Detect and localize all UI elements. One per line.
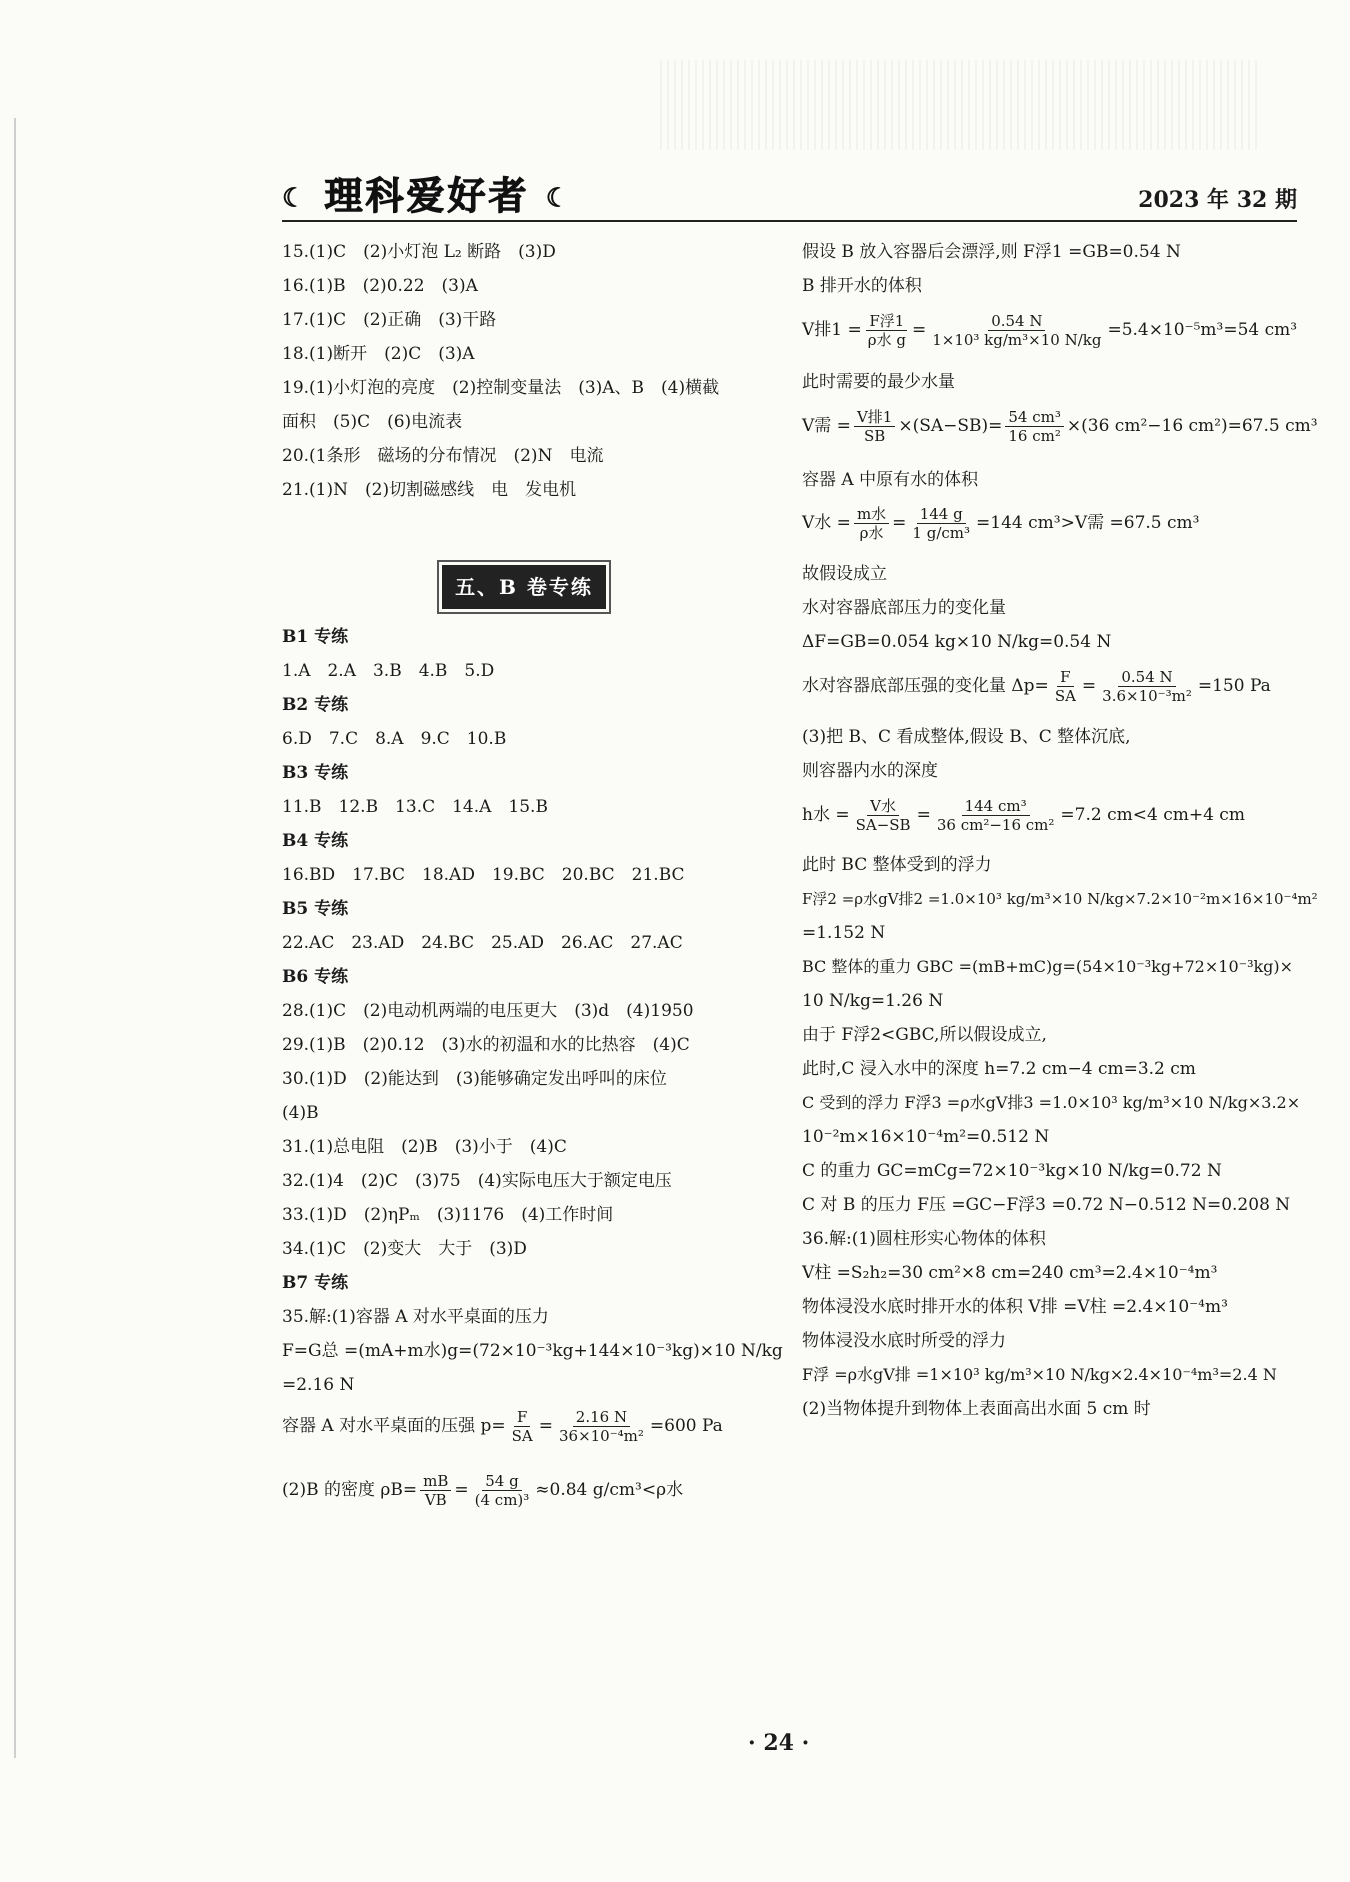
subsection-heading: B1 专练 [282, 627, 349, 647]
answer-line: 30.(1)D (2)能达到 (3)能够确定发出呼叫的床位 [282, 1069, 667, 1089]
fraction: $\frac{F}{SA}$ [511, 1408, 533, 1445]
crescent-icon: ☾ [545, 183, 573, 214]
subsection-heading: B6 专练 [282, 967, 349, 987]
formula-line: F浮 =ρ水gV排 =1×10³ kg/m³×10 N/kg×2.4×10⁻⁴m³=2.4 N [802, 1365, 1277, 1384]
section-title: 五、B 卷专练 [442, 565, 606, 609]
issue-number: 2023 年 32 期 [1138, 187, 1297, 213]
fraction: $\frac{F}{SA}$ [1054, 668, 1076, 705]
subsection-heading: B4 专练 [282, 831, 349, 851]
solution-line: 此时需要的最少水量 [802, 372, 955, 392]
formula-line: V排1 = $\frac{\text{F浮1}}{\text{ρ水 g}}$ = $\frac{0.54 N}{\text{1×10³ kg/m³×10 N/kg}}$ =5.4×10⁻⁵m³=54 cm³ [802, 312, 1298, 349]
answer-line: 20.(1条形 磁场的分布情况 (2)N 电流 [282, 446, 604, 466]
fraction: $\frac{54 g}{\text{(4 cm)³}}$ [474, 1472, 530, 1509]
answer-line: 28.(1)C (2)电动机两端的电压更大 (3)d (4)1950 [282, 1001, 694, 1021]
fraction: $\frac{2.16 N}{\text{36×10⁻⁴m²}}$ [558, 1408, 644, 1445]
subsection-heading: B3 专练 [282, 763, 349, 783]
formula-line: 10⁻²m×16×10⁻⁴m²=0.512 N [802, 1127, 1050, 1147]
solution-line: (2)当物体提升到物体上表面高出水面 5 cm 时 [802, 1399, 1151, 1419]
fraction: $\frac{0.54 N}{\text{3.6×10⁻³m²}}$ [1102, 668, 1192, 705]
subsection-heading: B2 专练 [282, 695, 349, 715]
answer-line: 31.(1)总电阻 (2)B (3)小于 (4)C [282, 1137, 567, 1157]
formula-line: 10 N/kg=1.26 N [802, 991, 944, 1011]
formula-line: =1.152 N [802, 923, 886, 943]
formula-line: 此时,C 浸入水中的深度 h=7.2 cm−4 cm=3.2 cm [802, 1059, 1196, 1079]
answer-line: 11.B 12.B 13.C 14.A 15.B [282, 797, 548, 817]
subsection-heading: B7 专练 [282, 1273, 349, 1293]
fraction: $\frac{0.54 N}{\text{1×10³ kg/m³×10 N/kg}}$ [932, 312, 1102, 349]
answer-line: 32.(1)4 (2)C (3)75 (4)实际电压大于额定电压 [282, 1171, 672, 1191]
formula-line: h水 = $\frac{\text{V水}}{SA-SB}$ = $\frac{\text{144 cm³}}{\text{36 cm²−16 cm²}}$ =7.2 cm<4 cm+4 cm [802, 797, 1245, 834]
fraction: $\frac{\text{m水}}{\text{ρ水}}$ [854, 505, 889, 542]
scan-artifact [660, 60, 1260, 150]
answer-line: 22.AC 23.AD 24.BC 25.AD 26.AC 27.AC [282, 933, 683, 953]
answer-line: 6.D 7.C 8.A 9.C 10.B [282, 729, 507, 749]
fraction: $\frac{\text{F浮1}}{\text{ρ水 g}}$ [867, 312, 906, 349]
formula-line: C 受到的浮力 F浮3 =ρ水gV排3 =1.0×10³ kg/m³×10 N/kg×3.2× [802, 1093, 1301, 1112]
solution-line: B 排开水的体积 [802, 276, 922, 296]
formula-line: V水 = $\frac{\text{m水}}{\text{ρ水}}$ = $\frac{144 g}{\text{1 g/cm³}}$ =144 cm³>V需 =67.5 cm³ [802, 505, 1200, 542]
logo-text: 理科爱好者 [324, 174, 530, 218]
formula-line: (2)B 的密度 ρB= $\frac{mB}{VB}$ = $\frac{54 g}{\text{(4 cm)³}}$ ≈0.84 g/cm³<ρ水 [282, 1472, 684, 1509]
formula-line: BC 整体的重力 GBC =(mB+mC)g=(54×10⁻³kg+72×10⁻³kg)× [802, 957, 1294, 976]
magazine-logo [282, 165, 572, 220]
binding-line [14, 118, 16, 1758]
fraction: $\frac{mB}{VB}$ [420, 1472, 451, 1509]
fraction: $\frac{\text{V水}}{SA-SB}$ [855, 797, 911, 834]
formula-line: =2.16 N [282, 1375, 355, 1395]
answer-line: 16.BD 17.BC 18.AD 19.BC 20.BC 21.BC [282, 865, 685, 885]
crescent-icon: ☾ [282, 183, 309, 214]
header-divider [282, 220, 1297, 222]
answer-line: 19.(1)小灯泡的亮度 (2)控制变量法 (3)A、B (4)横截 [282, 378, 720, 398]
solution-line: 假设 B 放入容器后会漂浮,则 F浮1 =GB=0.54 N [802, 242, 1181, 262]
formula-line: F浮2 =ρ水gV排2 =1.0×10³ kg/m³×10 N/kg×7.2×10⁻²m×16×10⁻⁴m² [802, 890, 1318, 908]
solution-line: 物体浸没水底时所受的浮力 [802, 1331, 1006, 1351]
page-header [282, 165, 1297, 221]
fraction: $\frac{144 g}{\text{1 g/cm³}}$ [912, 505, 971, 542]
formula-line: V柱 =S₂h₂=30 cm²×8 cm=240 cm³=2.4×10⁻⁴m³ [802, 1263, 1218, 1283]
answer-line: 16.(1)B (2)0.22 (3)A [282, 276, 478, 296]
solution-line: 故假设成立 [802, 564, 887, 584]
fraction: $\frac{\text{V排1}}{SB}$ [854, 408, 895, 445]
formula-line: V需 = $\frac{\text{V排1}}{SB}$ ×(SA−SB)= $\frac{\text{54 cm³}}{\text{16 cm²}}$ ×(36 cm²−16 cm²)=67.5 cm³ [802, 408, 1318, 445]
solution-line: 由于 F浮2<GBC,所以假设成立, [802, 1025, 1047, 1045]
solution-line: (3)把 B、C 看成整体,假设 B、C 整体沉底, [802, 727, 1131, 747]
formula-line: ΔF=GB=0.054 kg×10 N/kg=0.54 N [802, 632, 1112, 652]
solution-line: 此时 BC 整体受到的浮力 [802, 855, 992, 875]
formula-line: C 对 B 的压力 F压 =GC−F浮3 =0.72 N−0.512 N=0.208 N [802, 1195, 1291, 1215]
formula-line: F=G总 =(mA+m水)g=(72×10⁻³kg+144×10⁻³kg)×10 N/kg [282, 1341, 783, 1361]
fraction: $\frac{\text{144 cm³}}{\text{36 cm²−16 cm²}}$ [936, 797, 1055, 834]
answer-line: 1.A 2.A 3.B 4.B 5.D [282, 661, 495, 681]
answer-line: 34.(1)C (2)变大 大于 (3)D [282, 1239, 527, 1259]
answer-line: 18.(1)断开 (2)C (3)A [282, 344, 475, 364]
fraction: $\frac{\text{54 cm³}}{\text{16 cm²}}$ [1005, 408, 1064, 445]
page-number: · 24 · [748, 1730, 810, 1756]
solution-line: 36.解:(1)圆柱形实心物体的体积 [802, 1229, 1046, 1249]
answer-line: 15.(1)C (2)小灯泡 L₂ 断路 (3)D [282, 242, 556, 262]
answer-line: 33.(1)D (2)ηPₘ (3)1176 (4)工作时间 [282, 1205, 614, 1225]
formula-line: 容器 A 对水平桌面的压强 p= $\frac{F}{SA}$ = $\frac{2.16 N}{\text{36×10⁻⁴m²}}$ =600 Pa [282, 1408, 723, 1445]
solution-line: 水对容器底部压力的变化量 [802, 598, 1006, 618]
solution-line: 则容器内水的深度 [802, 761, 938, 781]
formula-line: 水对容器底部压强的变化量 Δp= $\frac{F}{SA}$ = $\frac{0.54 N}{\text{3.6×10⁻³m²}}$ =150 Pa [802, 668, 1271, 705]
solution-line: 35.解:(1)容器 A 对水平桌面的压力 [282, 1307, 549, 1327]
answer-line: 21.(1)N (2)切割磁感线 电 发电机 [282, 480, 577, 500]
subsection-heading: B5 专练 [282, 899, 349, 919]
answer-line: 面积 (5)C (6)电流表 [282, 412, 463, 432]
answer-line: 29.(1)B (2)0.12 (3)水的初温和水的比热容 (4)C [282, 1035, 690, 1055]
solution-line: 容器 A 中原有水的体积 [802, 470, 979, 490]
formula-line: 物体浸没水底时排开水的体积 V排 =V柱 =2.4×10⁻⁴m³ [802, 1297, 1228, 1317]
answer-line: (4)B [282, 1103, 319, 1123]
answer-line: 17.(1)C (2)正确 (3)干路 [282, 310, 497, 330]
formula-line: C 的重力 GC=mCg=72×10⁻³kg×10 N/kg=0.72 N [802, 1161, 1222, 1181]
